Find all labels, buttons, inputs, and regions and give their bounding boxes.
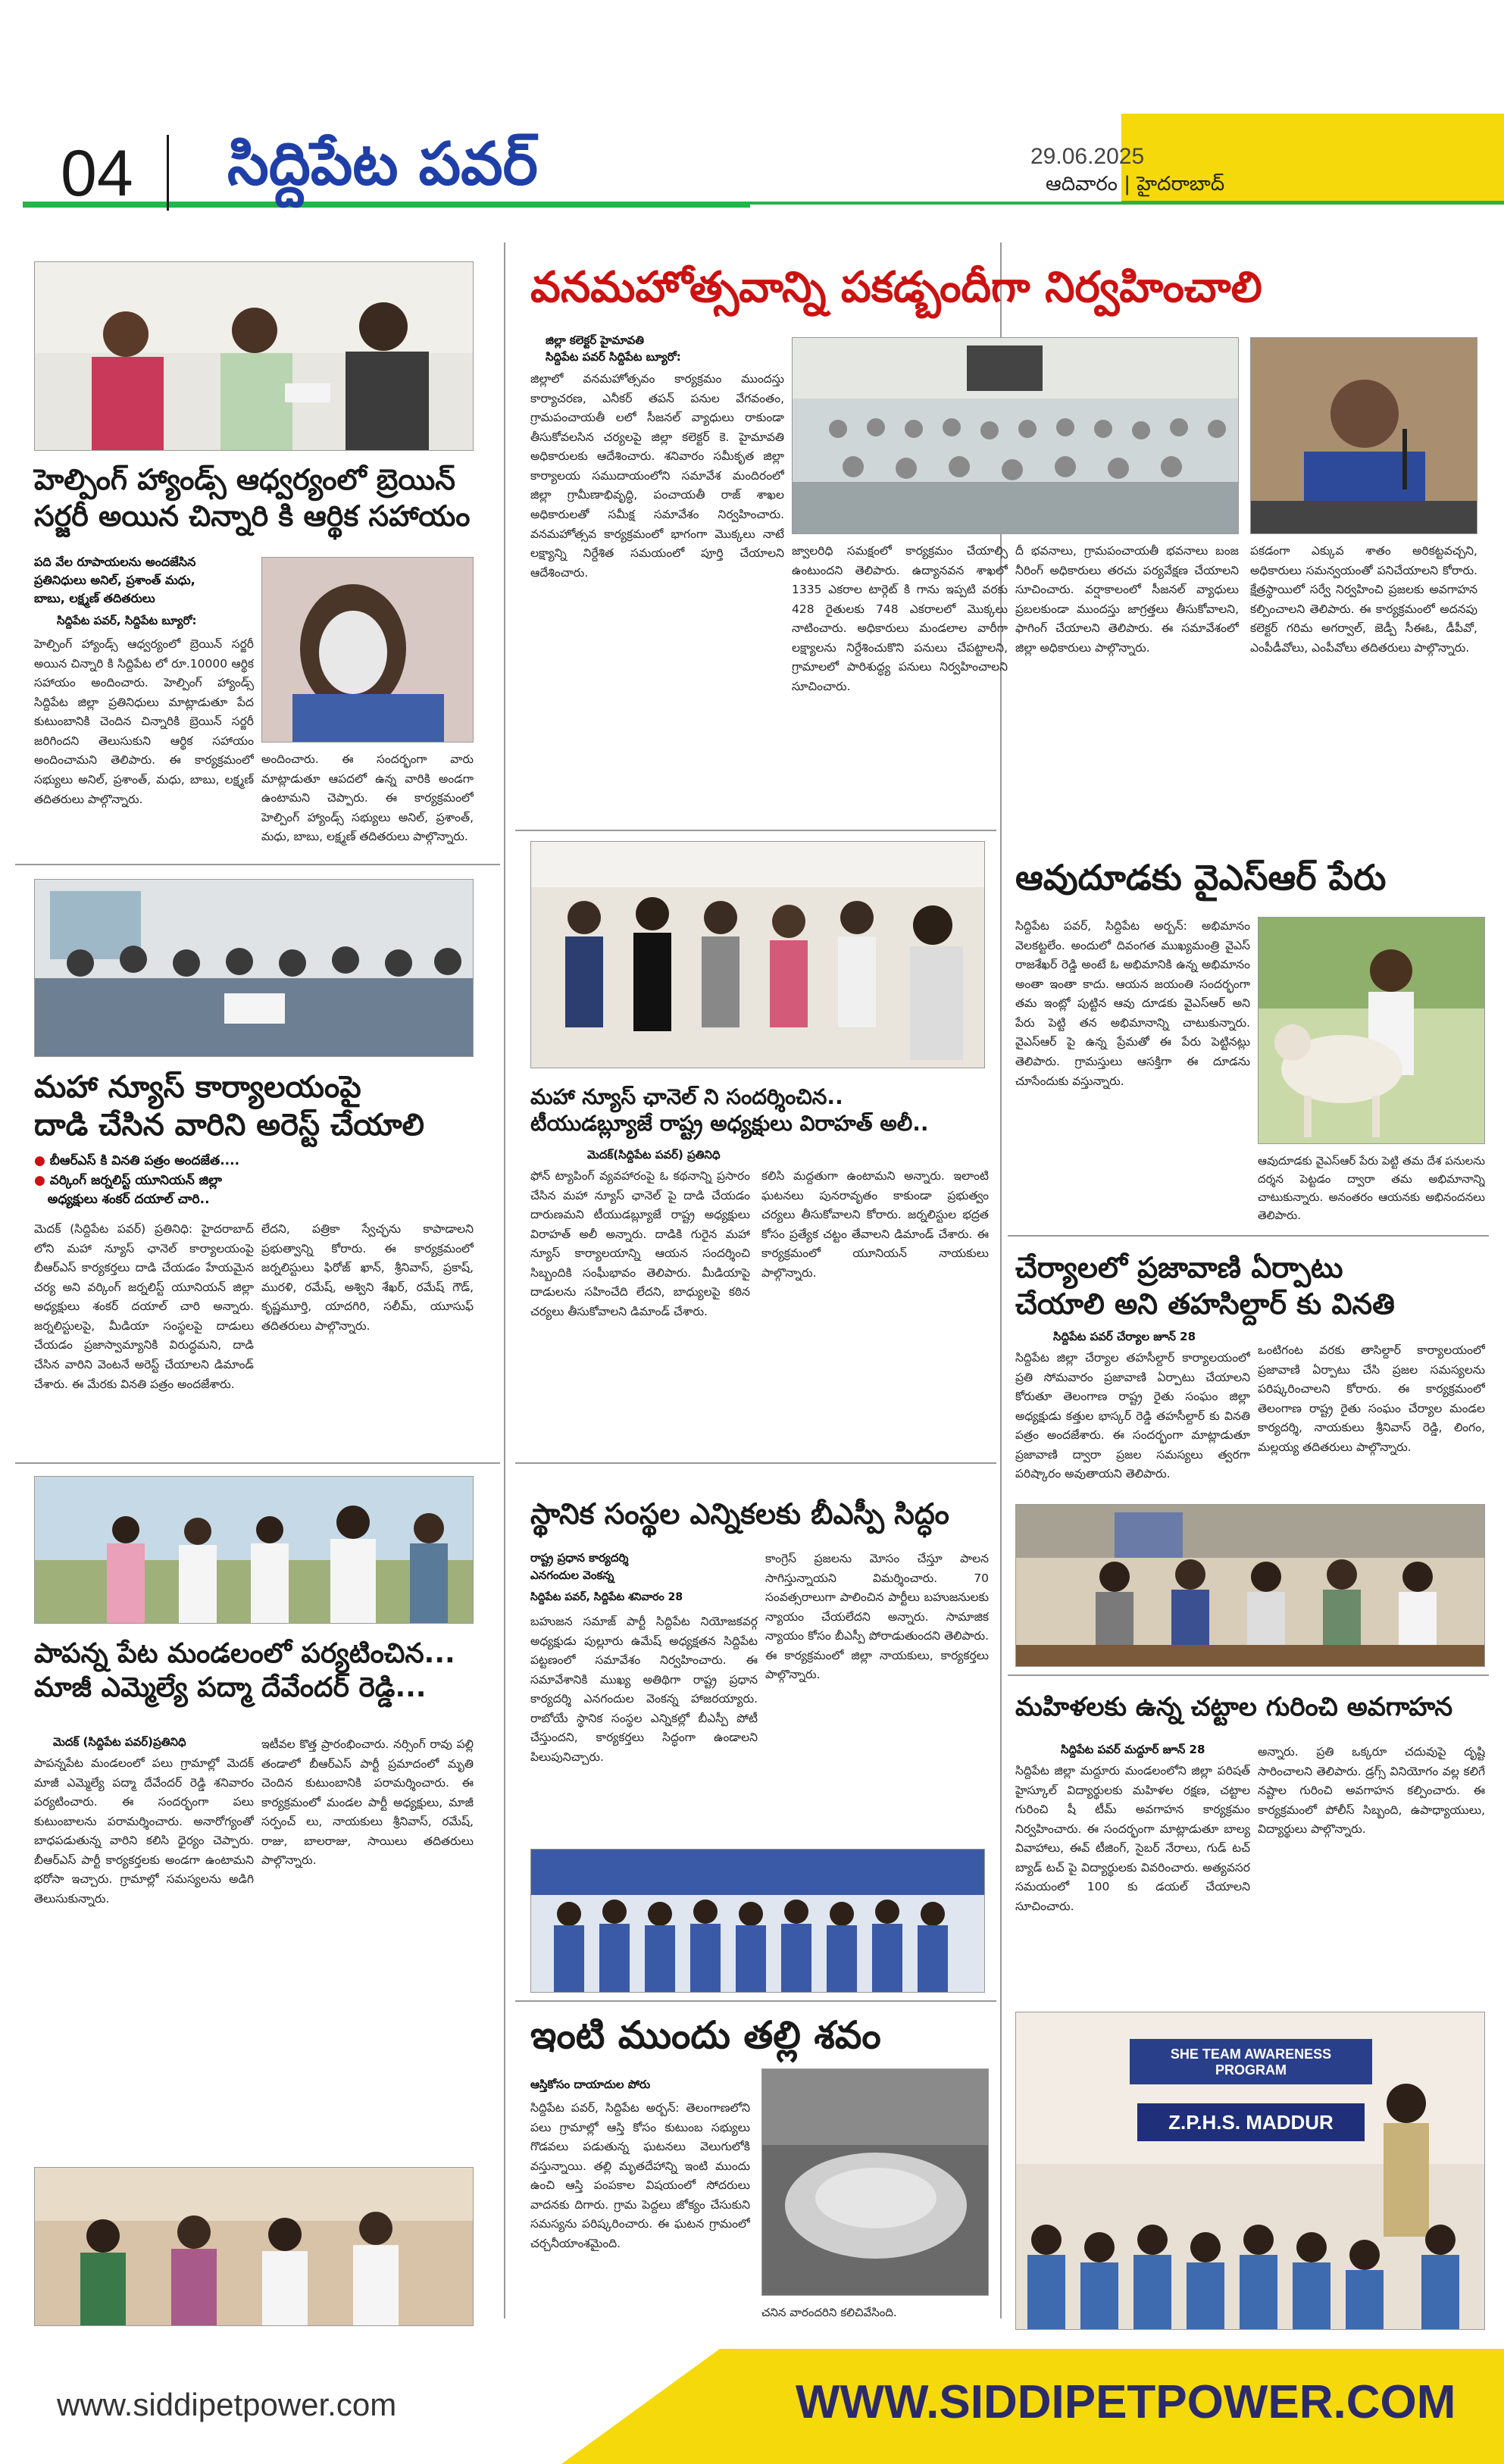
vanamahotsavam-body: జిల్లాలో వనమహోత్సవం కార్యక్రమం ముందస్తు కార్యాచరణ, ఎనీకర్ తపన్ పనుల వేగవంతం, గ్రామపంచాయతీ లలో సీజనల్ వ్యాధులు రాకుండా తీసుకోవలసిన చర్యలపై జిల్లా కలెక్టర్ కె. హైమావతి అధికారులకు ఆదేశించారు. శనివారం సమీకృత జిల్లా కార్యాలయ సముదాయంలోని సమావేశ మందిరంలో జిల్లా గ్రామీణాభివృద్ధి, పంచాయతీ రాజ్ శాఖల అధికారులతో సమీక్ష సమావేశం నిర్వహించారు. వనమహోత్సవ కార్యక్రమంలో భాగంగా మొక్కలు నాటే లక్ష్యాన్ని నిర్దేశిత సమయంలో పూర్తి చేయాలని ఆదేశించారు. bbox=[530, 372, 784, 580]
calf-ysr-caption: ఆవుదూడకు వైఎస్ఆర్ పేరు పెట్టి తమ దేశ పనులను దర్శన పెట్టడం ద్వారా తమ అభిమానాన్ని చాటుకున్నారు. అనంతరం ఆయనకు అభినందనలు తెలిపారు. bbox=[1258, 1154, 1485, 1222]
footer-website-right[interactable]: WWW.SIDDIPETPOWER.COM bbox=[796, 2376, 1456, 2428]
padma-visit-byline: మెదక్ (సిద్దిపేట పవర్)ప్రతినిధి bbox=[53, 1735, 186, 1749]
calf-ysr-headline: ఆవుదూడకు వైఎస్ఆర్ పేరు bbox=[1015, 857, 1387, 898]
masthead-divider bbox=[167, 135, 169, 211]
bsp-headline: స్థానిక సంస్థల ఎన్నికలకు బీఎస్పీ సిద్ధం bbox=[530, 1497, 949, 1531]
padma-visit-body: పాపన్నపేట మండలంలో పలు గ్రామాల్లో మెదక్ మాజీ ఎమ్మెల్యే పద్మా దేవేందర్ రెడ్డి శనివారం పర్యటించారు. ఈ సందర్భంగా పలు కుటుంబాలను పరామర్శించారు. అనారోగ్యంతో బాధపడుతున్న వారిని కలిసి ధైర్యం చెప్పారు. బీఆర్ఎస్ పార్టీ కార్యకర్తలకు అండగా ఉంటామని భరోసా ఇచ్చారు. గ్రామాల్లో సమస్యలను అడిగి తెలుసుకున్నారు. bbox=[34, 1756, 254, 1906]
vanamahotsavam-body-2: జ్వాలరిధి సమక్షంలో కార్యక్రమం చేయాల్సి ఉంటుందని తెలిపారు. ఉద్యానవన శాఖలో 1335 ఎకరాల టార్గెట్ కి గాను ఇప్పటి వరకు 428 రైతులకు 748 ఎకరాలలో మొక్కలు నాటించారు. అధికారులు మండలాల వారీగా లక్ష్యాలను నిర్దేశించుకొని పనులు చేపట్టాలని, గ్రామాలలో పారిశుద్ధ్య పనులు నిర్వహించాలని సూచించారు. bbox=[792, 544, 1008, 693]
bullet-icon: ● bbox=[34, 1172, 45, 1188]
maha-news-tv-body-cont: కలిసి మద్దతుగా ఉంటామని అన్నారు. ఇలాంటి ఘటనలు పునరావృతం కాకుండా ప్రభుత్వం చర్యలు తీసుకోవాలని కోరారు. జర్నలిస్టుల భద్రత కోసం ప్రత్యేక చట్టం తేవాలని డిమాండ్ చేశారు. ఈ కార్యక్రమంలో యూనియన్ నాయకులు పాల్గొన్నారు. bbox=[761, 1169, 989, 1280]
women-laws-body-cont: అన్నారు. ప్రతి ఒక్కరూ చదువుపై దృష్టి సారించాలని తెలిపారు. డ్రగ్స్ వినియోగం వల్ల కలిగే నష్టాల గురించి అవగాహన కల్పించారు. ఈ కార్యక్రమంలో పోలీస్ సిబ్బంది, ఉపాధ్యాయులు, విద్యార్థులు పాల్గొన్నారు. bbox=[1258, 1745, 1485, 1837]
helping-hands-headline: హెల్పింగ్ హ్యాండ్స్ ఆధ్వర్యంలో బ్రెయిన్ సర్జరీ అయిన చిన్నారి కి ఆర్థిక సహాయం bbox=[34, 463, 471, 533]
padma-visit-body-cont: ఇటీవల కొత్త ప్రారంభించారు. నర్సింగ్ రావు పల్లి తండాలో బీఆర్ఎస్ పార్టీ ప్రమాదంలో మృతి చెందిన కుటుంబానికి పరామర్శించారు. ఈ కార్యక్రమంలో మండల పార్టీ అధ్యక్షులు, మాజీ సర్పంచ్ లు, నాయకులు శ్రీనివాస్, రమేష్, రాజు, బాలరాజు, సాయిలు తదితరులు పాల్గొన్నారు. bbox=[261, 1737, 474, 1868]
bsp-byline: సిద్దిపేట పవర్, సిద్దిపేట శనివారం 28 bbox=[530, 1591, 683, 1603]
vanamahotsavam-collector-photo bbox=[1250, 337, 1477, 534]
mother-body-headline: ఇంటి ముందు తల్లి శవం bbox=[530, 2013, 881, 2057]
women-laws-byline: సిద్దిపేట పవర్ మద్దూర్ జూన్ 28 bbox=[1061, 1743, 1205, 1756]
helping-hands-byline: సిద్దిపేట పవర్, సిద్దిపేట బ్యూరో: bbox=[57, 614, 197, 627]
maha-news-tv-body: ఫోన్ ట్యాపింగ్ వ్యవహారంపై ఓ కథనాన్ని ప్రసారం చేసిన మహా న్యూస్ ఛానెల్ పై దాడి చేయడం దారుణమని టీయుడబ్ల్యూజే రాష్ట్ర అధ్యక్షులు విరాహత్ అలీ అన్నారు. దాడికి గురైన మహా న్యూస్ కార్యాలయాన్ని ఆయన సందర్శించి సిబ్బందికి సంఘీభావం తెలిపారు. మీడియాపై దాడులను సహించేది లేదని, బాధ్యులపై కఠిన చర్యలు తీసుకోవాలని డిమాండ్ చేశారు. bbox=[530, 1169, 750, 1318]
section-rule bbox=[15, 1462, 500, 1464]
vanamahotsavam-headline: వనమహోత్సవాన్ని పకడ్బందీగా నిర్వహించాలి bbox=[530, 263, 1262, 312]
issue-date: 29.06.2025 bbox=[1030, 144, 1145, 169]
masthead-title: సిద్దిపేట పవర్ bbox=[227, 130, 538, 199]
issue-day-place: ఆదివారం | హైదరాబాద్ bbox=[1046, 173, 1225, 195]
footer-website-left[interactable]: www.siddipetpower.com bbox=[57, 2387, 397, 2422]
bsp-meeting-photo bbox=[530, 1849, 985, 1993]
maha-news-tv-photo bbox=[530, 841, 985, 1068]
helping-hands-body-cont: అందించారు. ఈ సందర్భంగా వారు మాట్లాడుతూ ఆపదలో ఉన్న వారికి అండగా ఉంటామని చెప్పారు. ఈ కార్యక్రమంలో హెల్పింగ్ హ్యాండ్స్ సభ్యులు అనిల్, ప్రశాంత్, మధు, బాబు, లక్ష్మణ్ తదితరులు పాల్గొన్నారు. bbox=[261, 752, 474, 844]
school-banner-text: Z.P.H.S. MADDUR bbox=[1168, 2111, 1334, 2134]
prajavani-photo bbox=[1015, 1504, 1485, 1667]
maha-news-tv-byline: మెదక్(సిద్దిపేట పవర్) ప్రతినిధి bbox=[587, 1148, 721, 1162]
bullet-icon: ● bbox=[34, 1153, 45, 1168]
maha-news-body-cont: లేదని, పత్రికా స్వేచ్ఛను కాపాడాలని ప్రభుత్వాన్ని కోరారు. ఈ కార్యక్రమంలో జర్నలిస్టులు ఫిరోజ్ ఖాన్, శ్రీనివాస్, ప్రకాష్, మురళి, రమేష్, అశ్విని శేఖర్, రమేష్ గౌడ్, కృష్ణమూర్తి, యాదగిరి, సలీమ్, యూసుఫ్ తదితరులు పాల్గొన్నారు. bbox=[261, 1222, 474, 1333]
helping-hands-photo bbox=[34, 261, 474, 451]
section-rule bbox=[15, 864, 500, 865]
calf-ysr-photo bbox=[1258, 917, 1485, 1144]
women-laws-headline: మహిళలకు ఉన్న చట్టాల గురించి అవగాహన bbox=[1015, 1692, 1453, 1722]
mother-body-caption: చనిన వారందరిని కలిచివేసింది. bbox=[761, 2306, 897, 2319]
padma-visit-headline: పాపన్న పేట మండలంలో పర్యటించిన... మాజీ ఎమ్మెల్యే పద్మా దేవేందర్ రెడ్డి... bbox=[34, 1638, 455, 1703]
women-laws-body: సిద్దిపేట జిల్లా మద్దూరు మండలంలోని జిల్లా పరిషత్ హైస్కూల్ విద్యార్థులకు మహిళల రక్షణ, చట్టాల గురించి షీ టీమ్ అవగాహన కార్యక్రమం నిర్వహించారు. ఈ సందర్భంగా మాట్లాడుతూ బాల్య వివాహాలు, ఈవ్ టీజింగ్, సైబర్ నేరాలు, గుడ్ టచ్ బ్యాడ్ టచ్ పై విద్యార్థులకు వివరించారు. అత్యవసర సమయంలో 100 కు డయల్ చేయాలని సూచించారు. bbox=[1015, 1764, 1250, 1913]
vanamahotsavam-body-3: దీ భవనాలు, గ్రామపంచాయతీ భవనాలు బంజ నీరింగ్ అధికారులు తరచు పర్యవేక్షణ చేయాలని సూచించారు. వర్షాకాలంలో సీజనల్ వ్యాధులు ప్రబలకుండా ముందస్తు జాగ్రత్తలు తీసుకోవాలని, ఫాగింగ్ చేయాలని తెలిపారు. ఈ సమావేశంలో జిల్లా అధికారులు పాల్గొన్నారు. bbox=[1015, 544, 1239, 655]
prajavani-headline: చేర్యాలలో ప్రజావాణి ఏర్పాటు చేయాలి అని తహసిల్దార్ కు వినతి bbox=[1015, 1251, 1395, 1321]
padma-family-photo bbox=[34, 2167, 474, 2326]
page-number: 04 bbox=[61, 137, 133, 210]
section-rule bbox=[515, 830, 996, 831]
maha-news-body: మెదక్ (సిద్దిపేట పవర్) ప్రతినిధి: హైదరాబాద్ లోని మహా న్యూస్ ఛానెల్ కార్యాలయంపై బీఆర్ఎస్ కార్యకర్తలు దాడి చేయడం హేయమైన చర్య అని వర్కింగ్ జర్నలిస్ట్ యూనియన్ జిల్లా అధ్యక్షులు శంకర్ దయాల్ చారి అన్నారు. జర్నలిస్టులపై, మీడియా సంస్థలపై దాడులు చేయడం ప్రజాస్వామ్యానికి విరుద్ధమని, దాడి చేసిన వారిని వెంటనే అరెస్ట్ చేయాలని డిమాండ్ చేశారు. ఈ మేరకు వినతి పత్రం అందజేశారు. bbox=[34, 1222, 254, 1391]
maha-news-memorandum-photo bbox=[34, 879, 474, 1057]
bsp-body-cont: కాంగ్రెస్ ప్రజలను మోసం చేస్తూ పాలన సాగిస్తున్నాయని విమర్శించారు. 70 సంవత్సరాలుగా పాలించిన పార్టీలు బహుజనులకు న్యాయం చేయలేదని అన్నారు. సామాజిక న్యాయం కోసం బీఎస్పీ పోరాడుతుందని తెలిపారు. ఈ కార్యక్రమంలో జిల్లా నాయకులు, కార్యకర్తలు పాల్గొన్నారు. bbox=[765, 1552, 989, 1682]
bsp-subhead: రాష్ట్ర ప్రధాన కార్యదర్శి ఎనగందుల వెంకన్న bbox=[530, 1551, 629, 1582]
section-rule bbox=[1008, 1235, 1489, 1237]
bsp-body: బహుజన సమాజ్ పార్టీ సిద్దిపేట నియోజకవర్గ అధ్యక్షుడు పుల్లూరు ఉమేష్ అధ్యక్షతన సిద్దిపేట పట్టణంలో సమావేశం నిర్వహించారు. ఈ సమావేశానికి ముఖ్య అతిథిగా రాష్ట్ర ప్రధాన కార్యదర్శి ఎనగందుల వెంకన్న హాజరయ్యారు. రాబోయే స్థానిక సంస్థల ఎన్నికల్లో బీఎస్పీ పోటీ చేస్తుందని, కార్యకర్తలు సిద్ధంగా ఉండాలని పిలుపునిచ్చారు. bbox=[530, 1615, 758, 1764]
calf-ysr-body: సిద్దిపేట పవర్, సిద్దిపేట అర్బన్: అభిమానం వెలకట్టలేం. అందులో దివంగత ముఖ్యమంత్రి వైఎస్ రాజశేఖర్ రెడ్డి అంటే ఓ అభిమానికి ఉన్న అభిమానం అంతా ఇంతా కాదు. ఆయన జయంతి సందర్భంగా తమ ఇంట్లో పుట్టిన ఆవు దూడకు వైఎస్ఆర్ అని పేరు పెట్టి తన అభిమానాన్ని చాటుకున్నారు. వైఎస్ఆర్ పై ఉన్న ప్రేమతో ఈ పేరు పెట్టినట్లు తెలిపారు. గ్రామస్తులు ఆసక్తిగా ఈ దూడను చూసేందుకు వస్తున్నారు. bbox=[1015, 919, 1250, 1088]
mother-body-photo bbox=[761, 2068, 989, 2296]
maha-news-bullets: ● బీఆర్ఎస్ కి వినతి పత్రం అందజేత.... ● వర్కింగ్ జర్నలిస్ట్ యూనియన్ జిల్లా అధ్యక్షులు శంకర్ దయాల్ చారి.. bbox=[34, 1153, 240, 1207]
vanamahotsavam-byline: జిల్లా కలెక్టర్ హైమావతి సిద్దిపేట పవర్ సిద్దిపేట బ్యూరో: bbox=[546, 333, 681, 364]
padma-visit-photo bbox=[34, 1476, 474, 1624]
vanamahotsavam-body-4: పకడంగా ఎక్కువ శాతం అరికట్టవచ్చని, అధికారులు సమన్వయంతో పనిచేయాలని కోరారు. క్షేత్రస్థాయిలో సర్వే నిర్వహించి ప్రజలకు అవగాహన కల్పించాలని తెలిపారు. ఈ కార్యక్రమంలో అదనపు కలెక్టర్ గరిమ అగర్వాల్, జెడ్పీ సీఈఓ, డీపీవో, ఎంపీడీవోలు, ఎంపీవోలు తదితరులు పాల్గొన్నారు. bbox=[1250, 544, 1477, 655]
section-rule bbox=[1008, 1674, 1489, 1676]
prajavani-byline: సిద్దిపేట పవర్ చేర్యాల జూన్ 28 bbox=[1053, 1330, 1196, 1343]
section-rule bbox=[515, 1462, 996, 1464]
mother-body-text: సిద్దిపేట పవర్, సిద్దిపేట అర్బన్: తెలంగాణలోని పలు గ్రామాల్లో ఆస్తి కోసం కుటుంబ సభ్యులు గొడవలు పడుతున్న ఘటనలు వెలుగులోకి వస్తున్నాయి. తల్లి మృతదేహాన్ని ఇంటి ముందు ఉంచి ఆస్తి పంపకాల విషయంలో సోదరులు వాదనకు దిగారు. గ్రామ పెద్దలు జోక్యం చేసుకుని సమస్యను పరిష్కరించారు. ఈ ఘటన గ్రామంలో చర్చనీయాంశమైంది. bbox=[530, 2101, 750, 2250]
prajavani-body-cont: ఒంటిగంట వరకు తాసిల్దార్ కార్యాలయంలో ప్రజావాణి ఏర్పాటు చేసి ప్రజల సమస్యలను పరిష్కరించాలని కోరారు. ఈ కార్యక్రమంలో తెలంగాణ రాష్ట్ర రైతు సంఘం చేర్యాల మండల కార్యదర్శి, నాయకులు శ్రీనివాస్ రెడ్డి, లింగం, మల్లయ్య తదితరులు పాల్గొన్నారు. bbox=[1258, 1343, 1485, 1454]
women-laws-photo bbox=[1015, 2012, 1485, 2330]
maha-news-tv-headline: మహా న్యూస్ ఛానెల్ ని సందర్శించిన.. టీయుడబ్ల్యూజే రాష్ట్ర అధ్యక్షులు విరాహత్ అలీ.. bbox=[530, 1084, 929, 1136]
mother-body-subhead: ఆస్తికోసం దాయాదుల పోరు bbox=[530, 2078, 651, 2091]
she-team-banner-text: SHE TEAM AWARENESS PROGRAM bbox=[1170, 2047, 1332, 2078]
prajavani-body: సిద్దిపేట జిల్లా చేర్యాల తహసీల్దార్ కార్యాలయంలో ప్రతి సోమవారం ప్రజావాణి ఏర్పాటు చేయాలని కోరుతూ తెలంగాణ రాష్ట్ర రైతు సంఘం జిల్లా అధ్యక్షుడు కత్తుల భాస్కర్ రెడ్డి తహసీల్దార్ కు వినతి పత్రం అందజేశారు. ఈ సందర్భంగా మాట్లాడుతూ ప్రజావాణి ద్వారా ప్రజల సమస్యలు త్వరగా పరిష్కారం అవుతాయని తెలిపారు. bbox=[1015, 1351, 1250, 1481]
helping-hands-body: హెల్పింగ్ హ్యాండ్స్ ఆధ్వర్యంలో బ్రెయిన్ సర్జరీ అయిన చిన్నారి కి సిద్దిపేట లో రూ.10000 ఆర్థిక సహాయం అందించారు. హెల్పింగ్ హ్యాండ్స్ సిద్దిపేట జిల్లా ప్రతినిధులు మాట్లాడుతూ పేద కుటుంబానికి చెందిన చిన్నారికి బ్రెయిన్ సర్జరీ జరిగిందని తెలుసుకుని ఆర్థిక సహాయం అందించామని తెలిపారు. ఈ కార్యక్రమంలో సభ్యులు అనిల్, ప్రశాంత్, మధు, బాబు, లక్ష్మణ్ తదితరులు పాల్గొన్నారు. bbox=[34, 637, 254, 806]
column-rule bbox=[504, 242, 505, 2319]
section-rule bbox=[515, 2000, 996, 2002]
maha-news-headline: మహా న్యూస్ కార్యాలయంపై దాడి చేసిన వారిని అరెస్ట్ చేయాలి bbox=[34, 1070, 424, 1143]
vanamahotsavam-meeting-photo bbox=[792, 337, 1239, 534]
helping-hands-inset-photo bbox=[261, 557, 474, 743]
helping-hands-subhead: పది వేల రూపాయలను అందజేసిన ప్రతినిధులు అనిల్, ప్రశాంత్ మధు, బాబు, లక్ష్మణ్ తదితరులు bbox=[34, 555, 196, 605]
